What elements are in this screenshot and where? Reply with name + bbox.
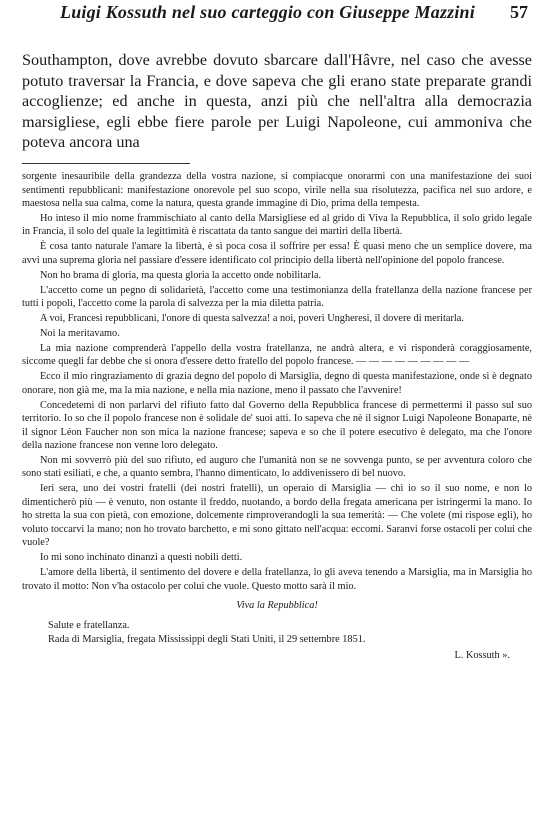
footnote-paragraph: La mia nazione comprenderà l'appello della vostra fratellanza, ne andrà altera, e vi risponderà coraggiosamente, siccome quegli far debbe che si onora d'essere detto fratello del popolo francese. — — — — — — — — — [22,342,532,368]
footnote-paragraph: Ieri sera, uno dei vostri fratelli (dei nostri fratelli), un operaio di Marsiglia — chi io so il suo nome, e non lo dimenticherò più — è venuto, non ostante il freddo, nuotando, a bordo della fregata americana per istringermi la mano. Io ho stretta la sua con pietà, con emozione, dolcemente rimproverandogli la sua temerità: — Che volete (mi rispose egli), ho voluto toccarvi la mano; non ho trovato barchetto, e mi sono gittato nell'acqua: eccomi. Saranvi forse ostacoli per colui che vuole? [22,483,532,549]
footnote-paragraph: L'amore della libertà, il sentimento del dovere e della fratellanza, lo gli aveva tenendo a Marsiglia, ma in Marsiglia ho trovato il motto: Non v'ha ostacolo per colui che vuole. Questo motto sarà il mio. [22,567,532,592]
footnote-paragraph: Non mi sovverrò più del suo rifiuto, ed auguro che l'umanità non se ne sovvenga punto, se per avventura coloro che sono stati esiliati, e che, a quanto sembra, l'hanno dimenticato, lo addivenissero di bel nuovo. [22,454,532,480]
footnote-paragraph: Io mi sono inchinato dinanzi a questi nobili detti. [40,552,243,564]
closing-exclamation: Viva la Repubblica! [236,600,318,612]
footnote-paragraph: Ecco il mio ringraziamento di grazia degno del popolo di Marsiglia, degno di questa manifestazione, onde si è degnato onorare, non già me, ma la mia nazione, e nella mia nazione, meno il passato che l'avvenire! [22,371,532,396]
signature: L. Kossuth ». [454,649,510,661]
footnote-block [22,170,532,664]
place-date: Rada di Marsiglia, fregata Mississippi degli Stati Uniti, il 29 settembre 1851. [48,634,366,646]
main-text [22,50,532,153]
footnote-paragraph: sorgente inesauribile della grandezza della vostra nazione, si compiacque onorarmi con una manifestazione dei suoi sentimenti repubblicani: manifestazione onorevole pel suo scopo, virile nella sua risolutezza, pacifica nel suo ardore, e maestosa nella sua calma, come la natura, questa grande immagine di Dio, prima della tempesta. [22,171,532,209]
footnote-paragraph: L'accetto come un pegno di solidarietà, l'accetto come una testimonianza della fratellanza della nazione francese per tutti i popoli, l'accetto come la parola di salvezza per la mia diletta patria. [22,284,532,310]
footnote-paragraph: Noi la meritavamo. [40,327,120,339]
footnote-paragraph: Ho inteso il mio nome frammischiato al canto della Marsigliese ed al grido di Viva la Repubblica, il solo grido legale in Francia, il solo del quale la legittimità è riscattata da tanto sangue dei martiri della libertà. [22,212,532,238]
footnote-paragraph: A voi, Francesi repubblicani, l'onore di questa salvezza! a noi, poveri Ungheresi, il dovere di meritarla. [40,312,464,324]
greeting: Salute e fratellanza. [48,619,130,631]
footnote-separator [22,163,190,164]
footnote-paragraph: È cosa tanto naturale l'amare la libertà, è sì poca cosa il soffrire per essa! È quasi meno che un semplice dovere, ma avvi una suprema gloria nel passiare d'essere identificato col principio della libertà nell'opinione del popolo francese. [22,241,532,266]
footnote-paragraph: Concedetemi di non parlarvi del rifiuto fatto dal Governo della Repubblica francese di permettermi il passo sul suo territorio. Io so che il popolo francese non è solidale de' suoi atti. Io sapeva che nè il signor Luigi Napoleone Bonaparte, nè il signor Léon Faucher non son mica la nazione francese; sapeva e so che il potere esecutivo è delegato, ma che l'onore della nazione francese non venne loro delegato. [22,399,532,452]
page-number: 57 [510,2,528,22]
body-paragraph: Southampton, dove avrebbe dovuto sbarcare dall'Hâvre, nel caso che avesse potuto traversar la Francia, e dove sapeva che gli erano state preparate grandi accoglienze; ed anche in questa, anzi più che nell'altra alla democrazia marsigliese, egli ebbe fiere parole per Luigi Napoleone, cui ammoniva che poteva ancora una [22,51,532,151]
footnote-paragraph: Non ho brama di gloria, ma questa gloria la accetto onde nobilitarla. [40,269,322,281]
running-title: Luigi Kossuth nel suo carteggio con Giuseppe Mazzini [60,2,475,22]
running-header [60,2,528,32]
